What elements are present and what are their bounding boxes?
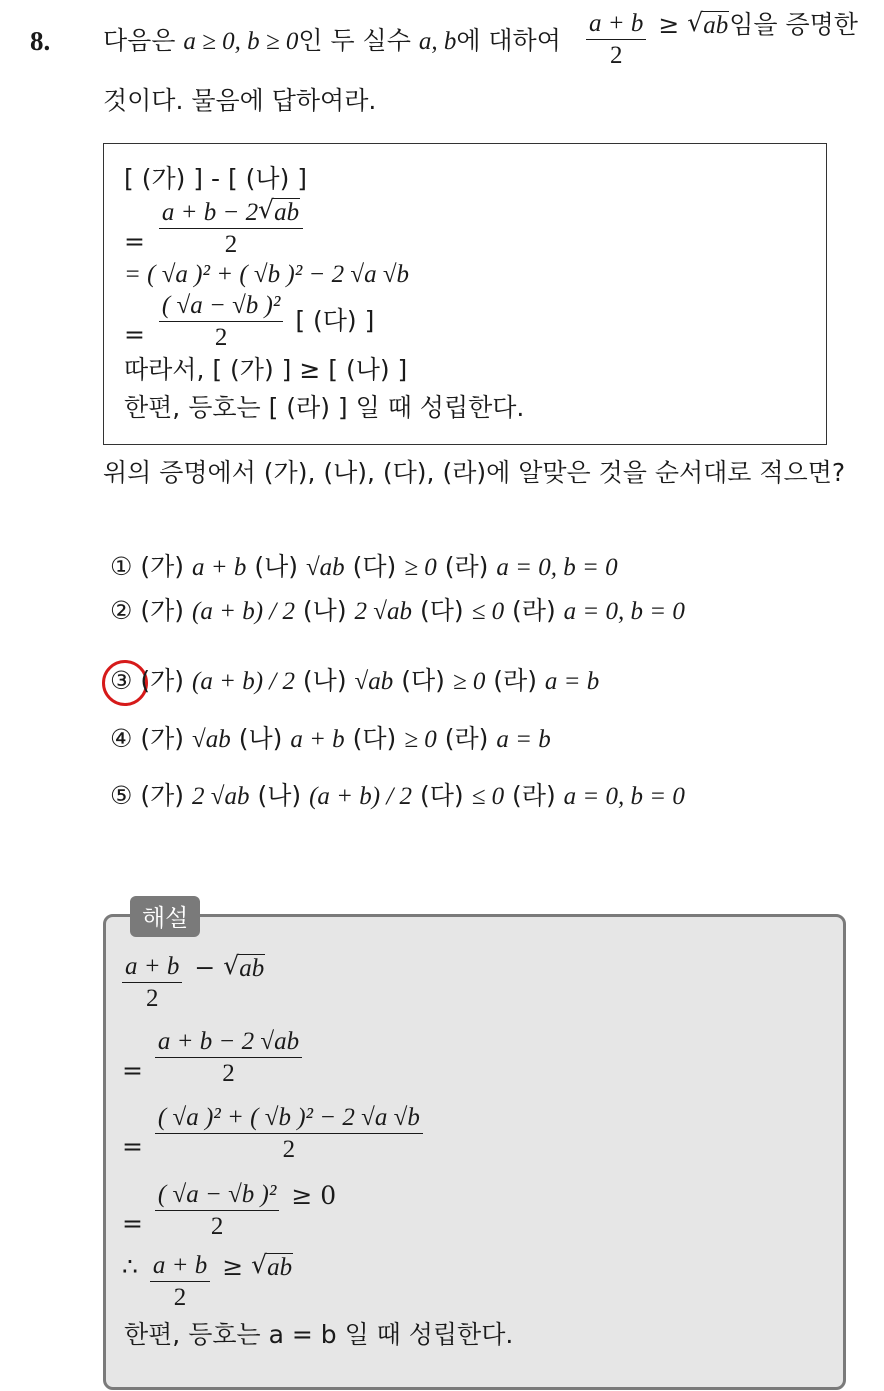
stem-inequality bbox=[582, 10, 858, 70]
question-text: 위의 증명에서 (가), (나), (다), (라)에 알맞은 것을 순서대로 적으면? bbox=[103, 458, 846, 487]
choice-1[interactable]: ① (가) a + b (나) √ab (다) ≥ 0 (라) a = 0, b = 0 bbox=[110, 552, 618, 581]
solution-line-2: = $\frac{a + b - 2 √ab}{2}$ bbox=[122, 1028, 306, 1088]
solution-line-4: = $\frac{\text{( √a − √b )²}}{2}$ ≥ 0 bbox=[122, 1180, 337, 1240]
solution-line-1: $\frac{a + b}{2}$ − √ ab bbox=[122, 953, 265, 1013]
stem-condition: a ≥ 0, b ≥ 0 bbox=[183, 28, 299, 55]
stem-text: 인 두 실수 bbox=[298, 26, 411, 55]
stem-fraction: $\frac{a + b}{2}$ bbox=[586, 10, 646, 70]
proof-fraction-1: $\frac{a + b - 2√ ab}{2}$ bbox=[159, 199, 303, 259]
problem-number: 8. bbox=[30, 26, 51, 56]
stem-variables: a, b bbox=[418, 28, 457, 55]
proof-line-1: [ (가) ] - [ (나) ] bbox=[124, 164, 308, 193]
solution-tag: 해설 bbox=[130, 896, 200, 937]
stem-text: 다음은 bbox=[103, 26, 176, 55]
stem-ge-sign: ≥ bbox=[658, 9, 680, 39]
proof-line-3: = ( √a )² + ( √b )² − 2 √a √b bbox=[124, 261, 410, 288]
solution-line-6: 한편, 등호는 a = b 일 때 성립한다. bbox=[124, 1320, 514, 1349]
proof-fraction-2: $\frac{\text{( √a − √b )²}}{2}$ bbox=[159, 292, 283, 352]
proof-line-4: = $\frac{\text{( √a − √b )²}}{2}$ [ (다) ] bbox=[124, 292, 375, 351]
problem-stem-line2: 것이다. 물음에 답하여라. bbox=[103, 86, 377, 115]
stem-text: 에 대하여 bbox=[456, 26, 561, 55]
solution-line-3: = $\frac{\text{( √a )² + ( √b )² − 2 √a √b}}{2}$ bbox=[122, 1104, 427, 1164]
stem-text: 임을 증명한 bbox=[729, 9, 858, 39]
choice-2[interactable]: ② (가) (a + b) / 2 (나) 2 √ab (다) ≤ 0 (라) a = 0, b = 0 bbox=[110, 596, 685, 625]
choice-4[interactable]: ④ (가) √ab (나) a + b (다) ≥ 0 (라) a = b bbox=[110, 724, 551, 753]
proof-line-2: = $\frac{a + b - 2√ ab}{2}$ bbox=[124, 199, 307, 259]
solution-line-5: ∴ $\frac{a + b}{2}$ ≥ √ ab bbox=[122, 1252, 293, 1312]
problem-stem-line1 bbox=[103, 26, 561, 57]
choice-3[interactable]: ③ (가) (a + b) / 2 (나) √ab (다) ≥ 0 (라) a = b bbox=[110, 666, 600, 695]
proof-line-6: 한편, 등호는 [ (라) ] 일 때 성립한다. bbox=[124, 393, 525, 422]
proof-line-5: 따라서, [ (가) ] ≥ [ (나) ] bbox=[124, 355, 408, 384]
choice-5[interactable]: ⑤ (가) 2 √ab (나) (a + b) / 2 (다) ≤ 0 (라) a = 0, b = 0 bbox=[110, 781, 685, 810]
stem-sqrt: √ ab bbox=[687, 11, 729, 41]
